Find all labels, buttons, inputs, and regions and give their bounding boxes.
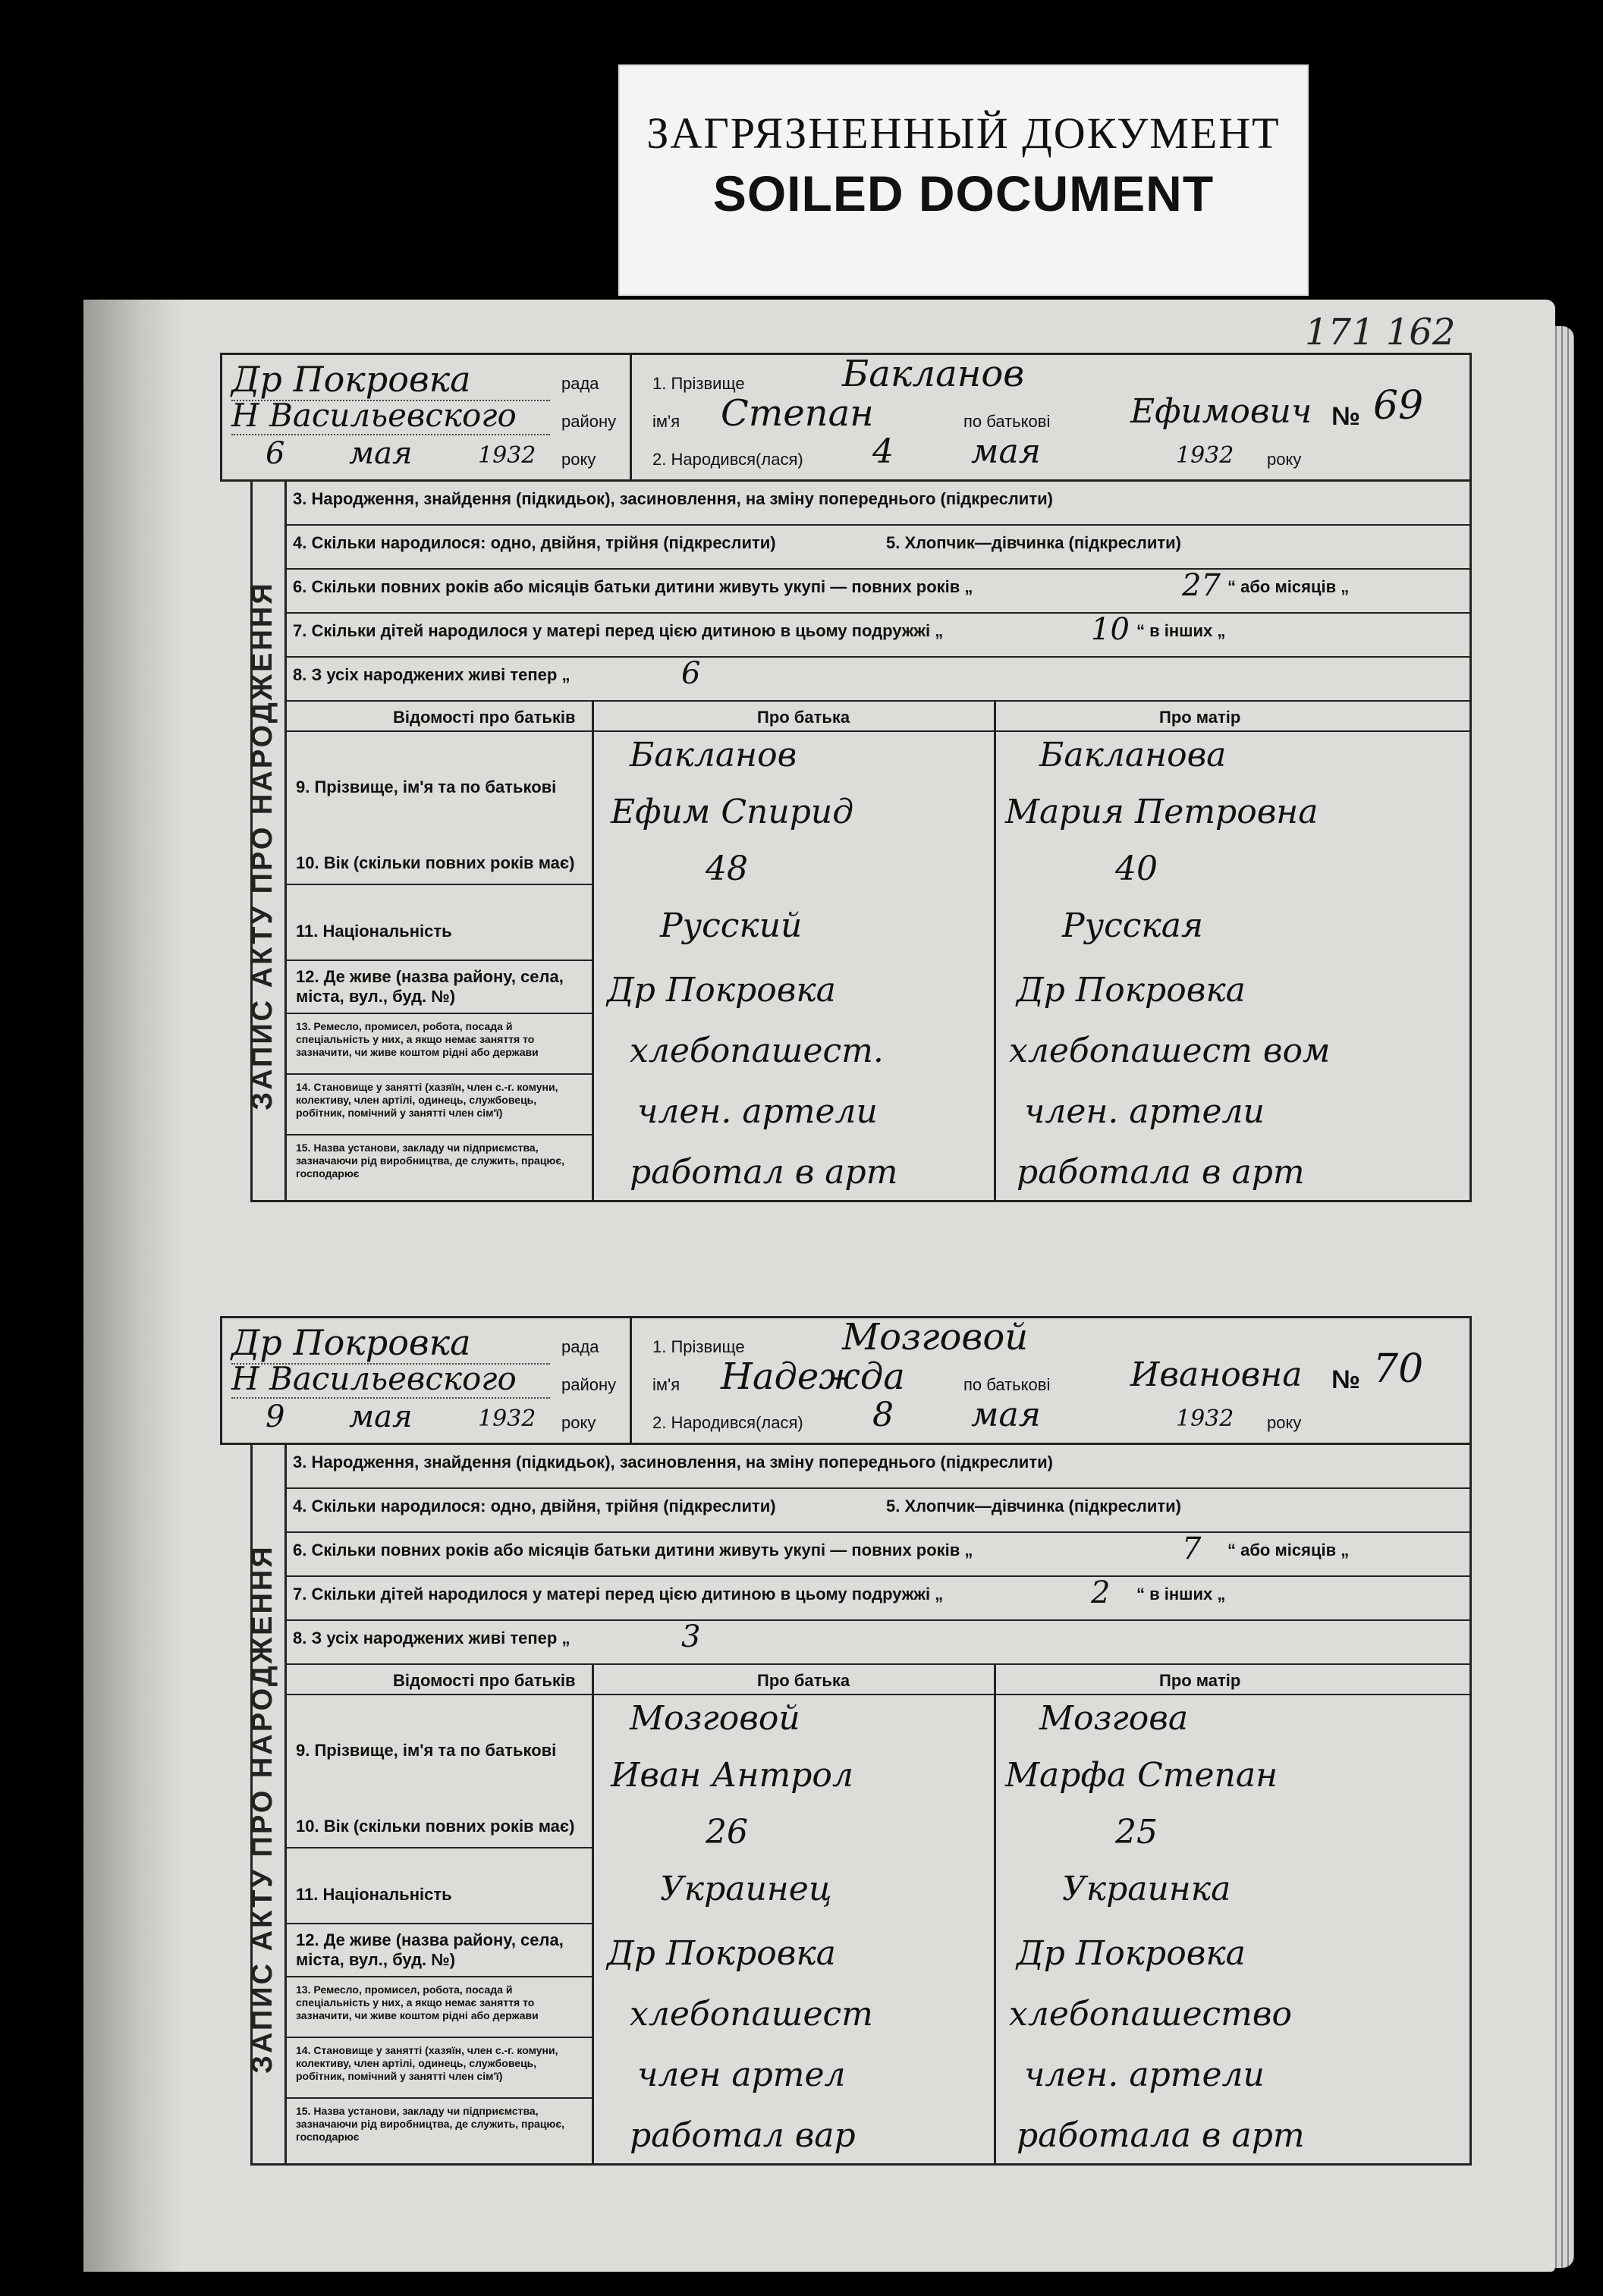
child-patronymic: Ефимович	[1130, 392, 1312, 431]
row-q7	[287, 614, 1472, 658]
alive-count: 6	[681, 656, 701, 691]
father-occupation: хлебопашест	[630, 1995, 873, 2034]
mother-occupation: хлебопашест вом	[1009, 1032, 1331, 1070]
surname-label: 1. Прізвище	[652, 1337, 745, 1356]
side-label: ЗАПИС АКТУ ПРО НАРОДЖЕННЯ	[247, 581, 278, 1110]
patronymic-label: по батькові	[963, 412, 1051, 431]
q8-label: 8. З усіх народжених живі тепер „	[293, 665, 570, 684]
row-q8	[287, 1621, 1472, 1665]
rada-label: рада	[561, 1337, 599, 1356]
row-q4-q5	[287, 526, 1472, 570]
row-q6	[287, 1533, 1472, 1577]
q12-label: 12. Де живе (назва району, села, міста, вул., буд. №)	[296, 1930, 564, 1969]
born-year: 1932	[1176, 442, 1234, 469]
father-nationality: Русский	[660, 906, 803, 945]
father-workplace: работал в арт	[630, 1153, 898, 1192]
father-age: 48	[706, 850, 748, 888]
reg-year: 1932	[478, 442, 536, 469]
rule-b	[287, 1923, 592, 1924]
row-q4-q5	[287, 1489, 1472, 1533]
child-surname: Бакланов	[842, 353, 1025, 395]
mother-lives: Др Покровка	[1017, 971, 1246, 1010]
rule-b	[287, 960, 592, 961]
record-number: 69	[1373, 383, 1424, 429]
born-label: 2. Народився(лася)	[652, 1413, 803, 1432]
table-col-divider-1	[592, 1665, 594, 2166]
table-header	[287, 702, 1472, 732]
q14-label: 14. Становище у занятті (хазяїн, член с.-г. комуни, колективу, член артілі, одинець, службовець, робітник, помічний у занятті член сім'ї)	[296, 2044, 558, 2082]
q6b-label: “ або місяців „	[1227, 577, 1350, 596]
rule-c	[287, 1013, 592, 1014]
mother-nationality: Русская	[1062, 906, 1204, 945]
father-surname: Мозговой	[630, 1699, 800, 1738]
rayon-value: Н Васильевского	[231, 397, 550, 435]
q9-label: 9. Прізвище, ім'я та по батькові	[296, 777, 557, 796]
surname-label: 1. Прізвище	[652, 374, 745, 393]
father-surname: Бакланов	[630, 736, 797, 774]
child-surname: Мозговой	[842, 1316, 1029, 1358]
reg-day: 9	[266, 1399, 285, 1434]
q7-label: 7. Скільки дітей народилося у матері перед цією дитиною в цьому подружжі „	[293, 621, 944, 640]
row-q7	[287, 1577, 1472, 1621]
q13-label: 13. Ремесло, промисел, робота, посада й спеціальність у них, а якщо немає заняття то зазначити, чи живе коштом рідні або держави	[296, 1983, 539, 2021]
q4-label: 4. Скільки народилося: одно, двійня, трійня (підкреслити)	[293, 533, 776, 552]
born-day: 8	[872, 1396, 894, 1434]
birth-record-1	[220, 353, 1472, 1202]
patronymic-label: по батькові	[963, 1375, 1051, 1394]
rada-label: рада	[561, 374, 599, 393]
q15-label: 15. Назва установи, закладу чи підприємства, зазначаючи рід виробництва, де служить, працює, господарює	[296, 1142, 565, 1179]
rayon-label: району	[561, 1375, 617, 1394]
rada-value: Др Покровка	[231, 1322, 550, 1365]
father-lives: Др Покровка	[607, 971, 836, 1010]
mother-occupation: хлебопашество	[1009, 1995, 1292, 2034]
mother-status: член. артели	[1024, 2056, 1265, 2094]
father-workplace: работал вар	[630, 2116, 856, 2155]
table-col-divider-2	[994, 1665, 996, 2166]
label-ru: ЗАГРЯЗНЕННЫЙ ДОКУМЕНТ	[646, 108, 1281, 158]
born-year: 1932	[1176, 1406, 1234, 1432]
mother-workplace: работала в арт	[1017, 2116, 1305, 2155]
row-q3	[287, 1445, 1472, 1489]
mother-surname: Мозгова	[1039, 1699, 1189, 1738]
q7-label: 7. Скільки дітей народилося у матері перед цією дитиною в цьому подружжі „	[293, 1585, 944, 1603]
rule-a	[287, 884, 592, 885]
alive-count: 3	[681, 1619, 701, 1654]
reg-day: 6	[266, 436, 285, 471]
col-header-father: Про батька	[757, 1671, 850, 1690]
col-header-info: Відомості про батьків	[393, 1671, 576, 1690]
reg-month: мая	[349, 436, 413, 471]
birth-record-2	[220, 1316, 1472, 2166]
record-number: 70	[1373, 1346, 1424, 1392]
years-together: 27	[1182, 568, 1221, 603]
q5-label: 5. Хлопчик—дівчинка (підкреслити)	[886, 1497, 1182, 1515]
mother-surname: Бакланова	[1039, 736, 1227, 774]
q9-label: 9. Прізвище, ім'я та по батькові	[296, 1741, 557, 1760]
header-divider	[630, 353, 632, 482]
number-label: №	[1331, 1365, 1360, 1394]
table-header	[287, 1665, 1472, 1695]
father-occupation: хлебопашест.	[630, 1032, 884, 1070]
mother-workplace: работала в арт	[1017, 1153, 1305, 1192]
reg-month: мая	[349, 1399, 413, 1434]
name-label: ім'я	[652, 412, 680, 431]
rayon-value: Н Васильевского	[231, 1360, 550, 1399]
children-before: 10	[1091, 612, 1130, 647]
q10-label: 10. Вік (скільки повних років має)	[296, 853, 575, 872]
rada-value: Др Покровка	[231, 359, 550, 401]
col-header-father: Про батька	[757, 708, 850, 727]
q7b-label: “ в інших „	[1136, 1585, 1226, 1603]
row-q8	[287, 658, 1472, 702]
q4-label: 4. Скільки народилося: одно, двійня, трійня (підкреслити)	[293, 1497, 776, 1515]
rule-a	[287, 1847, 592, 1848]
torn-spine	[83, 300, 182, 2272]
child-name: Степан	[721, 392, 874, 435]
page-number: 171 162	[1305, 311, 1456, 353]
q6-label: 6. Скільки повних років або місяців батьки дитини живуть укупі — повних років „	[293, 577, 973, 596]
q11-label: 11. Національність	[296, 1885, 452, 1904]
q5-label: 5. Хлопчик—дівчинка (підкреслити)	[886, 533, 1182, 552]
mother-status: член. артели	[1024, 1092, 1265, 1131]
q6b-label: “ або місяців „	[1227, 1541, 1350, 1559]
rule-d	[287, 2037, 592, 2038]
q12-label: 12. Де живе (назва району, села, міста, вул., буд. №)	[296, 967, 564, 1006]
father-name: Ефим Спирид	[611, 793, 854, 831]
row-q3	[287, 482, 1472, 526]
rule-c	[287, 1976, 592, 1977]
mother-lives: Др Покровка	[1017, 1934, 1246, 1973]
col-header-mother: Про матір	[1159, 1671, 1241, 1690]
q13-label: 13. Ремесло, промисел, робота, посада й спеціальність у них, а якщо немає заняття то зазначити, чи живе коштом рідні або держави	[296, 1020, 539, 1058]
q14-label: 14. Становище у занятті (хазяїн, член с.-г. комуни, колективу, член артілі, одинець, службовець, робітник, помічний у занятті член сім'ї)	[296, 1081, 558, 1119]
roku-label: року	[561, 450, 596, 469]
father-age: 26	[706, 1813, 748, 1852]
header-divider	[630, 1316, 632, 1445]
mother-name: Марфа Степан	[1005, 1756, 1278, 1795]
child-name: Надежда	[721, 1355, 905, 1398]
born-roku-label: року	[1267, 1413, 1302, 1432]
mother-age: 40	[1115, 850, 1158, 888]
q8-label: 8. З усіх народжених живі тепер „	[293, 1629, 570, 1647]
reg-year: 1932	[478, 1406, 536, 1432]
born-label: 2. Народився(лася)	[652, 450, 803, 469]
q3-label: 3. Народження, знайдення (підкидьок), засиновлення, на зміну попереднього (підкреслити)	[293, 1453, 1053, 1472]
q11-label: 11. Національність	[296, 922, 452, 941]
col-header-mother: Про матір	[1159, 708, 1241, 727]
side-label: ЗАПИС АКТУ ПРО НАРОДЖЕННЯ	[247, 1544, 278, 2074]
born-month: мая	[971, 1396, 1041, 1434]
mother-nationality: Украинка	[1062, 1870, 1231, 1908]
q10-label: 10. Вік (скільки повних років має)	[296, 1817, 575, 1836]
q3-label: 3. Народження, знайдення (підкидьок), засиновлення, на зміну попереднього (підкреслити)	[293, 489, 1053, 508]
father-status: член. артели	[637, 1092, 878, 1131]
father-name: Иван Антрол	[611, 1756, 853, 1795]
rule-e	[287, 2097, 592, 2099]
born-day: 4	[872, 432, 894, 471]
table-col-divider-2	[994, 702, 996, 1202]
rule-d	[287, 1073, 592, 1075]
mother-name: Мария Петровна	[1005, 793, 1319, 831]
roku-label: року	[561, 1413, 596, 1432]
q6-label: 6. Скільки повних років або місяців батьки дитини живуть укупі — повних років „	[293, 1541, 973, 1559]
label-en: SOILED DOCUMENT	[712, 165, 1215, 221]
table-col-divider-1	[592, 702, 594, 1202]
years-together: 7	[1182, 1531, 1202, 1566]
born-month: мая	[971, 432, 1041, 471]
col-header-info: Відомості про батьків	[393, 708, 576, 727]
q7b-label: “ в інших „	[1136, 621, 1226, 640]
father-nationality: Украинец	[660, 1870, 832, 1908]
row-q6	[287, 570, 1472, 614]
rayon-label: району	[561, 412, 617, 431]
children-before: 2	[1091, 1575, 1111, 1610]
child-patronymic: Ивановна	[1130, 1355, 1303, 1394]
name-label: ім'я	[652, 1375, 680, 1394]
q15-label: 15. Назва установи, закладу чи підприємства, зазначаючи рід виробництва, де служить, працює, господарює	[296, 2105, 565, 2143]
rule-e	[287, 1134, 592, 1135]
father-status: член артел	[637, 2056, 846, 2094]
mother-age: 25	[1115, 1813, 1158, 1852]
soiled-document-label	[618, 64, 1309, 296]
number-label: №	[1331, 402, 1360, 431]
father-lives: Др Покровка	[607, 1934, 836, 1973]
born-roku-label: року	[1267, 450, 1302, 469]
